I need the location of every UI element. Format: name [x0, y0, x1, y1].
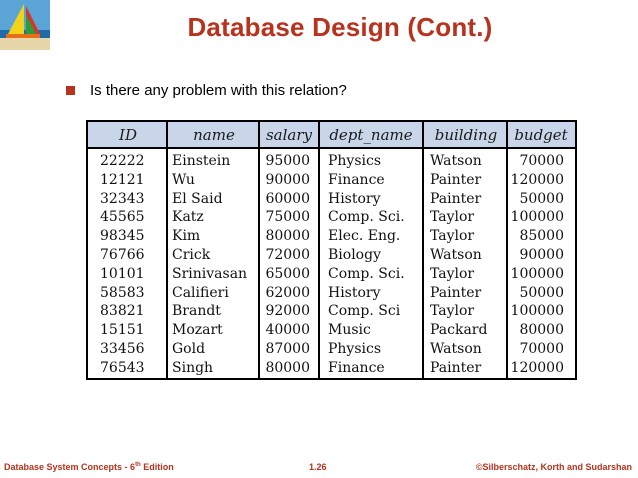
footer-book-title: Database System Concepts - 6th Edition: [4, 462, 174, 472]
cell-dept-name: Finance: [328, 359, 385, 376]
cell-budget: 80000: [519, 322, 564, 339]
cell-name: Wu: [172, 171, 195, 188]
cell-id: 83821: [100, 303, 145, 320]
bullet-text: Is there any problem with this relation?: [90, 81, 347, 99]
cell-salary: 75000: [265, 209, 310, 226]
cell-budget: 100000: [510, 265, 564, 282]
cell-dept-name: Physics: [328, 153, 382, 169]
table-header-row: [88, 122, 575, 149]
cell-salary: 87000: [265, 340, 310, 357]
bullet-point: [66, 80, 347, 100]
cell-budget: 90000: [519, 246, 564, 263]
slide-title: Database Design (Cont.): [187, 12, 493, 42]
cell-budget: 120000: [510, 359, 564, 376]
cell-id: 32343: [100, 190, 145, 207]
cell-budget: 120000: [510, 171, 564, 188]
cell-dept-name: Biology: [328, 246, 381, 263]
cell-salary: 60000: [265, 190, 310, 207]
cell-id: 45565: [100, 209, 145, 226]
cell-dept-name: Comp. Sci.: [328, 209, 405, 226]
cell-salary: 80000: [265, 228, 310, 245]
cell-id: 58583: [100, 284, 145, 301]
cell-budget: 85000: [519, 228, 564, 245]
cell-building: Painter: [430, 171, 482, 188]
cell-salary: 92000: [265, 303, 310, 320]
cell-name: Katz: [172, 209, 204, 226]
cell-dept-name: Finance: [328, 171, 385, 188]
cell-budget: 100000: [510, 303, 564, 320]
square-bullet-icon: [66, 86, 75, 95]
cell-name: Mozart: [172, 322, 223, 339]
footer-page-number: 1.26: [309, 462, 327, 472]
cell-budget: 50000: [519, 284, 564, 301]
cell-building: Taylor: [430, 303, 475, 320]
cell-building: Taylor: [430, 265, 475, 282]
header-salary: salary: [265, 126, 313, 144]
cell-budget: 70000: [519, 340, 564, 357]
column-dept-name: [328, 152, 420, 378]
cell-dept-name: Comp. Sci: [328, 303, 401, 320]
cell-building: Painter: [430, 284, 482, 301]
cell-building: Taylor: [430, 228, 475, 245]
column-id: [100, 152, 160, 378]
cell-salary: 80000: [265, 359, 310, 376]
cell-budget: 100000: [510, 209, 564, 226]
cell-name: Srinivasan: [172, 265, 248, 282]
column-divider: [422, 122, 424, 378]
cell-budget: 50000: [519, 190, 564, 207]
header-name: name: [193, 126, 235, 144]
cell-id: 98345: [100, 228, 145, 245]
cell-id: 15151: [100, 322, 145, 339]
cell-dept-name: Music: [328, 322, 371, 339]
cell-name: Brandt: [172, 303, 221, 320]
column-name: [172, 152, 256, 378]
cell-name: Gold: [172, 340, 206, 357]
cell-dept-name: History: [328, 284, 381, 301]
column-divider: [166, 122, 168, 378]
cell-name: Crick: [172, 246, 211, 263]
cell-building: Packard: [430, 322, 488, 339]
cell-salary: 90000: [265, 171, 310, 188]
cell-name: El Said: [172, 190, 223, 207]
column-building: [430, 152, 504, 378]
column-budget: [508, 152, 564, 378]
cell-salary: 62000: [265, 284, 310, 301]
cell-building: Taylor: [430, 209, 475, 226]
sailboat-logo-icon: [0, 0, 50, 50]
cell-id: 12121: [100, 171, 145, 188]
cell-building: Watson: [430, 246, 482, 263]
cell-dept-name: History: [328, 190, 381, 207]
cell-name: Singh: [172, 359, 214, 376]
cell-id: 10101: [100, 265, 145, 282]
cell-budget: 70000: [519, 153, 564, 169]
column-divider: [318, 122, 320, 378]
cell-id: 76543: [100, 359, 145, 376]
cell-salary: 65000: [265, 265, 310, 282]
header-dept-name: dept_name: [329, 126, 413, 144]
cell-id: 33456: [100, 340, 145, 357]
cell-dept-name: Comp. Sci.: [328, 265, 405, 282]
cell-dept-name: Physics: [328, 340, 382, 357]
cell-name: Kim: [172, 228, 201, 245]
column-salary: [260, 152, 310, 378]
cell-id: 22222: [100, 153, 145, 169]
relation-table: [86, 120, 577, 380]
header-building: building: [434, 126, 498, 144]
cell-salary: 40000: [265, 322, 310, 339]
footer-copyright: ©Silberschatz, Korth and Sudarshan: [475, 462, 632, 472]
cell-name: Califieri: [172, 284, 229, 301]
cell-building: Painter: [430, 359, 482, 376]
cell-building: Painter: [430, 190, 482, 207]
header-budget: budget: [514, 126, 568, 144]
header-id: ID: [119, 126, 137, 144]
cell-salary: 72000: [265, 246, 310, 263]
cell-building: Watson: [430, 153, 482, 169]
cell-salary: 95000: [265, 153, 310, 169]
cell-building: Watson: [430, 340, 482, 357]
cell-id: 76766: [100, 246, 145, 263]
cell-name: Einstein: [172, 153, 231, 169]
cell-dept-name: Elec. Eng.: [328, 228, 401, 245]
